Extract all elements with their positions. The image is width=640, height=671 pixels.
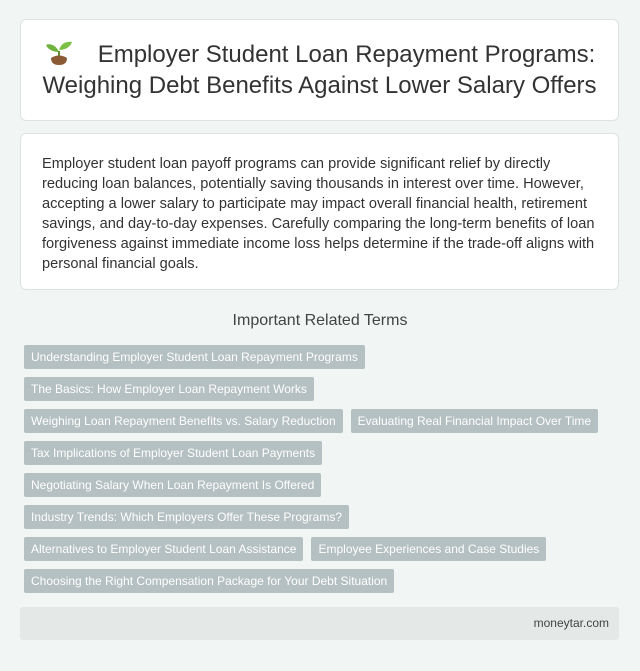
page-title	[41, 39, 598, 101]
related-terms-heading: Important Related Terms	[232, 312, 408, 329]
term-tag[interactable]: Choosing the Right Compensation Package for Your Debt Situation	[24, 569, 394, 593]
terms-row	[24, 505, 616, 529]
term-tag[interactable]: Evaluating Real Financial Impact Over Time	[351, 409, 598, 433]
title-card	[20, 19, 619, 121]
site-link[interactable]: moneytar.com	[533, 616, 609, 630]
terms-row	[24, 409, 616, 433]
term-tag[interactable]: Alternatives to Employer Student Loan Assistance	[24, 537, 303, 561]
summary-card	[20, 133, 619, 290]
terms-row	[24, 345, 616, 369]
term-tag[interactable]: Tax Implications of Employer Student Loan Payments	[24, 441, 322, 465]
term-tag[interactable]: Understanding Employer Student Loan Repayment Programs	[24, 345, 365, 369]
terms-row	[24, 537, 616, 561]
sprout-icon	[44, 39, 74, 65]
terms-row	[24, 569, 616, 593]
terms-row	[24, 441, 616, 465]
terms-row	[24, 377, 616, 401]
related-terms-list	[24, 345, 616, 601]
summary-text: Employer student loan payoff programs can provide significant relief by directly reducing loan balances, potentially saving thousands in interest over time. However, accepting a lower salary to participate may impact overall financial health, retirement savings, and day-to-day expenses. Carefully comparing the long-term benefits of loan forgiveness against immediate income loss helps determine if the trade-off aligns with personal financial goals.	[42, 156, 595, 273]
page-title-text: Employer Student Loan Repayment Programs: Weighing Debt Benefits Against Lower Salary Offers	[42, 41, 597, 99]
term-tag[interactable]: Negotiating Salary When Loan Repayment Is Offered	[24, 473, 321, 497]
term-tag[interactable]: Industry Trends: Which Employers Offer These Programs?	[24, 505, 349, 529]
term-tag[interactable]: Weighing Loan Repayment Benefits vs. Salary Reduction	[24, 409, 343, 433]
term-tag[interactable]: The Basics: How Employer Loan Repayment Works	[24, 377, 314, 401]
terms-row	[24, 473, 616, 497]
footer-bar	[20, 607, 619, 640]
term-tag[interactable]: Employee Experiences and Case Studies	[311, 537, 546, 561]
